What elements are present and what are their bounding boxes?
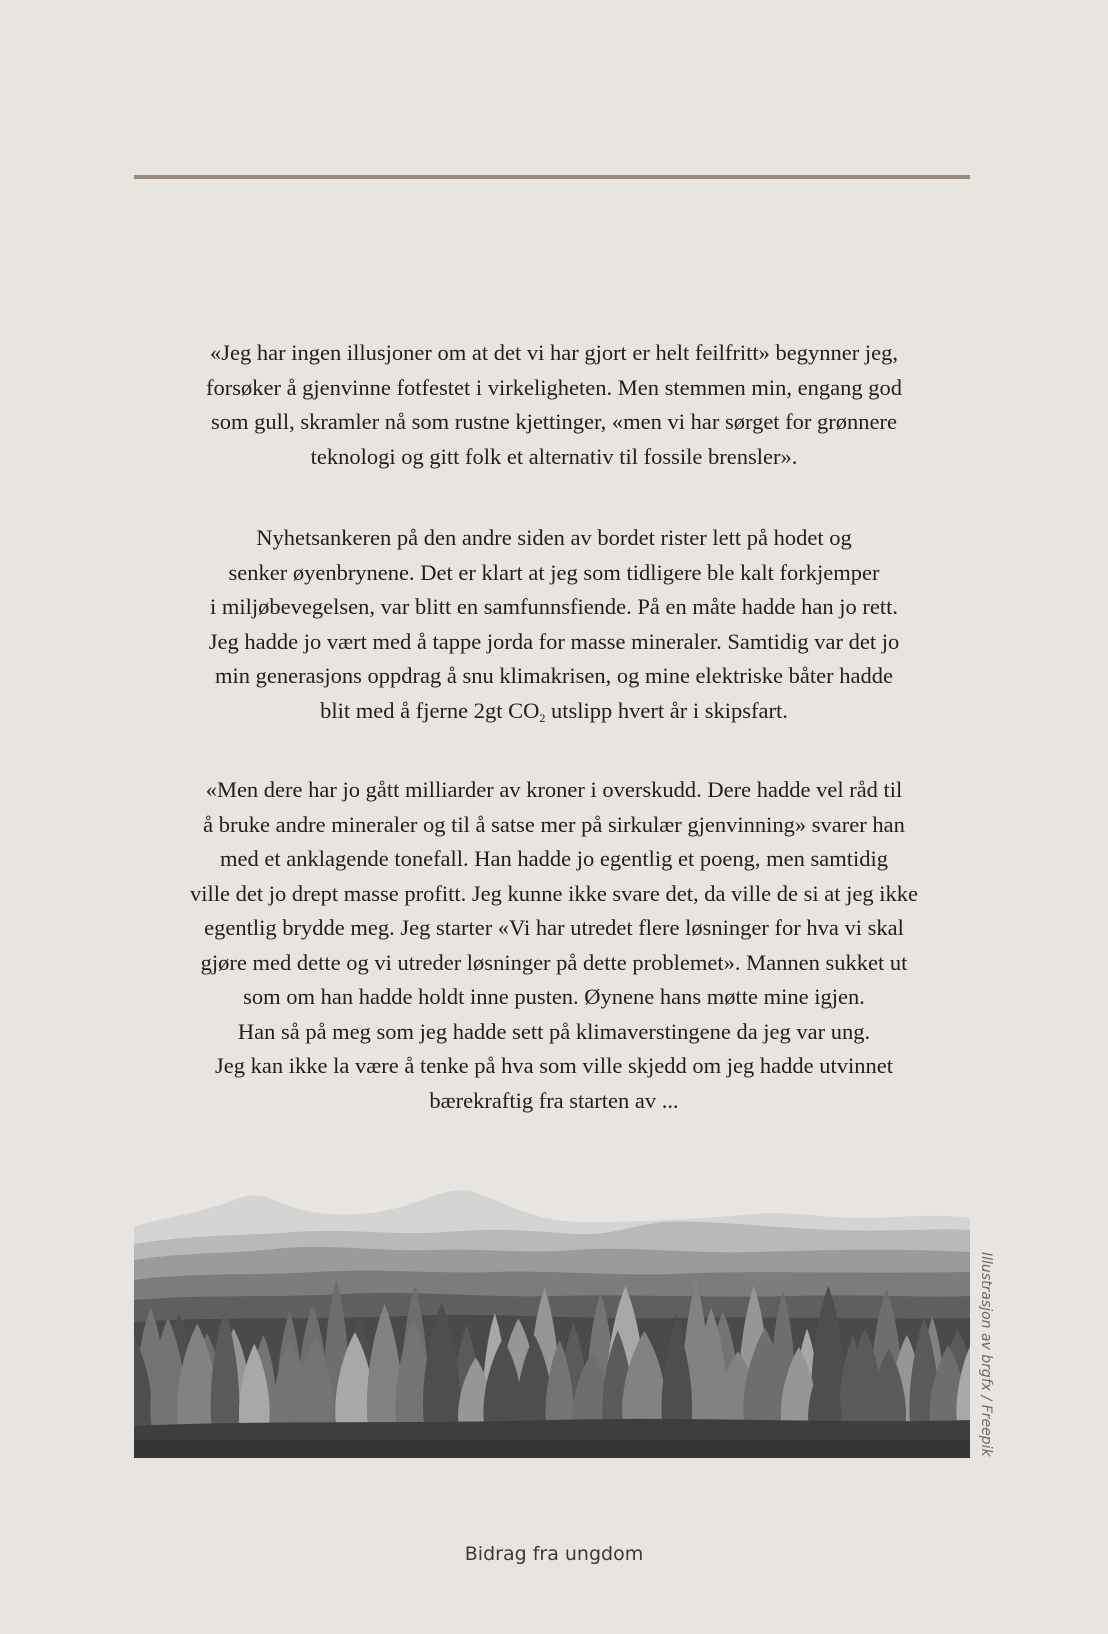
text-line: teknologi og gitt folk et alternativ til fossile brensler».	[310, 443, 798, 469]
text-fragment: utslipp hvert år i skipsfart.	[545, 697, 788, 723]
top-divider	[134, 175, 970, 179]
text-line: forsøker å gjenvinne fotfestet i virkeligheten. Men stemmen min, engang god	[205, 374, 903, 400]
text-line: å bruke andre mineraler og til å satse mer på sirkulær gjenvinning» svarer han	[203, 811, 905, 837]
text-line: som om han hadde holdt inne pusten. Øynene hans møtte mine igjen.	[243, 984, 865, 1009]
subscript: 2	[539, 710, 546, 725]
text-fragment: blit med å fjerne 2gt CO	[320, 697, 540, 723]
text-line-co2	[130, 694, 978, 729]
text-line: senker øyenbrynene. Det er klart at jeg som tidligere ble kalt forkjemper	[228, 559, 880, 585]
text-line: som gull, skramler nå som rustne kjettinger, «men vi har sørget for grønnere	[210, 409, 898, 434]
text-line: med et anklagende tonefall. Han hadde jo egentlig et poeng, men samtidig	[220, 846, 888, 871]
text-line: Jeg hadde jo vært med å tappe jorda for masse mineraler. Samtidig var det jo	[208, 628, 900, 654]
text-line: min generasjons oppdrag å snu klimakrisen, og mine elektriske båter hadde	[215, 663, 893, 688]
paragraph-3	[130, 773, 978, 1118]
illustration-credit: Illustrasjon av brgfx / Freepik	[978, 1252, 994, 1457]
text-line: ville det jo drept masse profitt. Jeg kunne ikke svare det, da ville de si at jeg ikke	[190, 880, 918, 906]
text-line: bærekraftig fra starten av ...	[429, 1087, 679, 1113]
forest-landscape-icon	[134, 1188, 970, 1458]
text-line: egentlig brydde meg. Jeg starter «Vi har utredet flere løsninger for hva vi skal	[204, 915, 904, 940]
text-line: «Men dere har jo gått milliarder av kroner i overskudd. Dere hadde vel råd til	[205, 777, 903, 802]
text-line: Jeg kan ikke la være å tenke på hva som ville skjedd om jeg hadde utvinnet	[215, 1053, 893, 1078]
footer-label: Bidrag fra ungdom	[464, 1543, 644, 1565]
paragraph-2	[130, 521, 978, 728]
text-line: gjøre med dette og vi utreder løsninger på dette problemet». Mannen sukket ut	[200, 949, 908, 975]
text-line: i miljøbevegelsen, var blitt en samfunnsfiende. På en måte hadde han jo rett.	[210, 594, 898, 619]
text-line: «Jeg har ingen illusjoner om at det vi har gjort er helt feilfritt» begynner jeg,	[210, 340, 898, 365]
paragraph-1	[130, 336, 978, 474]
text-line: Han så på meg som jeg hadde sett på klimaverstingene da jeg var ung.	[237, 1018, 871, 1044]
text-line: Nyhetsankeren på den andre siden av bordet rister lett på hodet og	[256, 525, 852, 550]
